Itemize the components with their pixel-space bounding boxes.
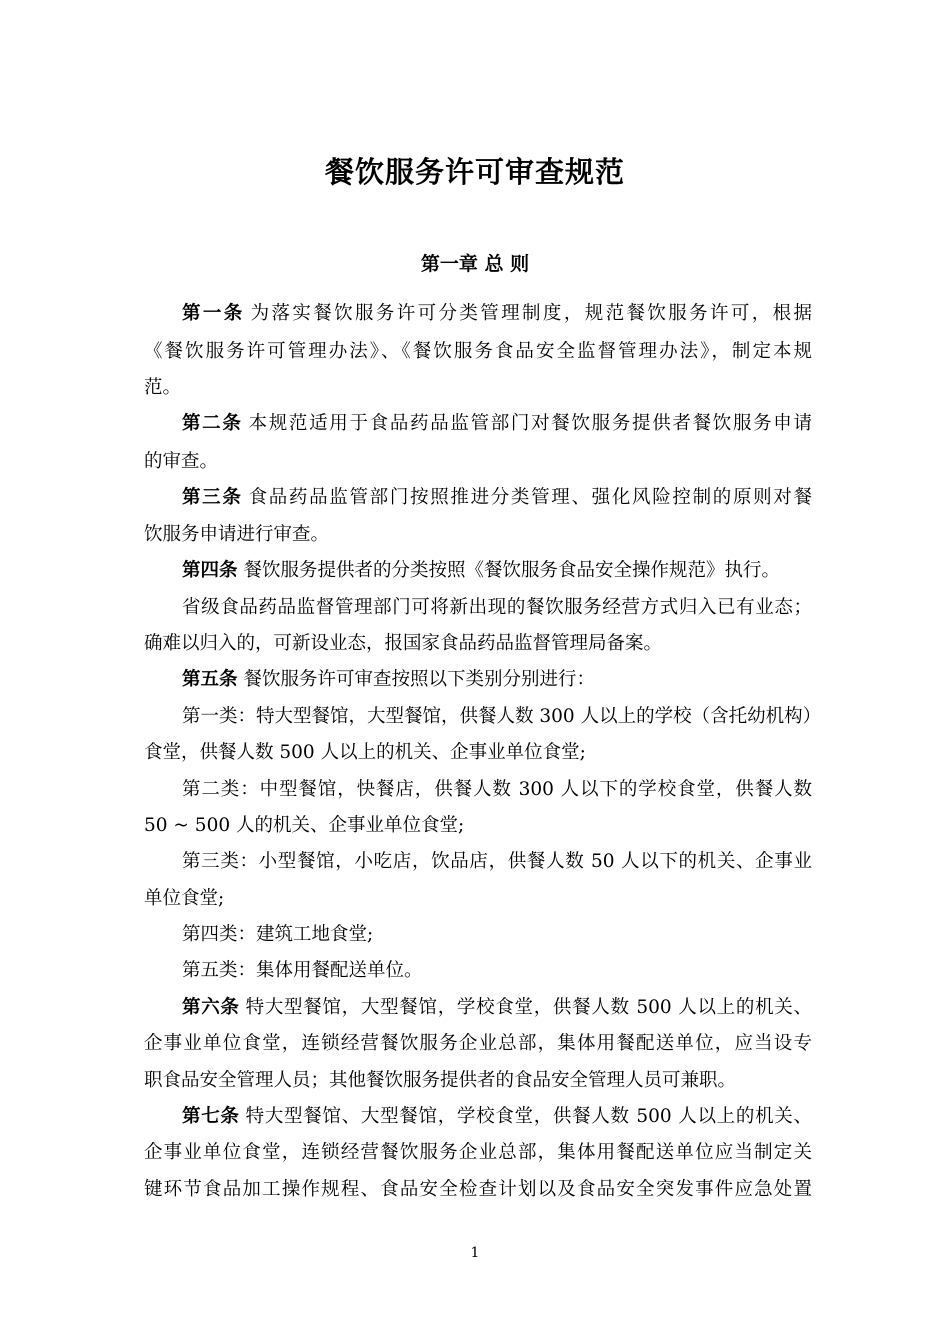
text-line [182,410,812,438]
article-label: 第六条 [182,997,240,1018]
text-line [144,1139,812,1167]
article-label: 第五条 [182,669,238,690]
text-line [182,776,812,804]
line-text: 本规范适用于食品药品监管部门对餐饮服务提供者餐饮服务申请 [248,413,812,434]
article-label: 第二条 [182,413,243,434]
article-label: 第四条 [182,560,238,581]
line-text: 第一类：特大型餐馆，大型餐馆，供餐人数 300 人以上的学校（含托幼机构） [182,706,822,727]
article-label: 第一条 [182,303,245,324]
text-line [182,666,812,694]
line-text: 职食品安全管理人员；其他餐饮服务提供者的食品安全管理人员可兼职。 [144,1070,737,1091]
line-text: 50 ~ 500 人的机关、企事业单位食堂; [144,815,465,836]
text-line [144,739,812,767]
page-number: 1 [470,1245,480,1261]
text-line [144,885,812,913]
line-text: 饮服务申请进行审查。 [144,524,330,545]
text-line [182,484,812,512]
line-text: 企事业单位食堂，连锁经营餐饮服务企业总部，集体用餐配送单位，应当设专 [144,1033,812,1054]
line-text: 《餐饮服务许可管理办法》、《餐饮服务食品安全监督管理办法》，制定本规 [144,341,812,362]
line-text: 省级食品药品监督管理部门可将新出现的餐饮服务经营方式归入已有业态； [182,597,812,618]
line-text: 第四类：建筑工地食堂; [182,924,374,945]
line-text: 食品药品监管部门按照推进分类管理、强化风险控制的原则对餐 [248,487,812,508]
text-line [144,1067,812,1095]
line-text: 确难以归入的，可新设业态，报国家食品药品监督管理局备案。 [144,633,663,654]
line-text: 第三类：小型餐馆，小吃店，饮品店，供餐人数 50 人以下的机关、企事业 [182,851,812,872]
line-text: 特大型餐馆、大型餐馆，学校食堂，供餐人数 500 人以上的机关、 [245,1106,812,1127]
text-line [144,338,812,366]
line-text: 餐饮服务提供者的分类按照《餐饮服务食品安全操作规范》执行。 [243,560,781,581]
line-text: 单位食堂; [144,888,225,909]
text-line [182,300,812,328]
line-text: 特大型餐馆，大型餐馆，学校食堂，供餐人数 500 人以上的机关、 [245,997,812,1018]
line-text: 食堂，供餐人数 500 人以上的机关、企事业单位食堂; [144,742,586,763]
text-line [182,1103,812,1131]
line-text: 第二类：中型餐馆，快餐店，供餐人数 300 人以下的学校食堂，供餐人数 [182,779,812,800]
line-text: 为落实餐饮服务许可分类管理制度，规范餐饮服务许可，根据 [250,303,812,324]
text-line [144,1030,812,1058]
chapter-heading: 第一章 总 则 [420,253,530,275]
text-line [144,448,812,476]
line-text: 第五类：集体用餐配送单位。 [182,960,423,981]
line-text: 的审查。 [144,451,219,472]
text-line [182,921,812,949]
line-text: 范。 [144,377,182,398]
text-line [144,374,812,402]
line-text: 企事业单位食堂，连锁经营餐饮服务企业总部，集体用餐配送单位应当制定关 [144,1142,812,1163]
article-label: 第七条 [182,1106,240,1127]
text-line [182,994,812,1022]
text-line [182,594,812,622]
text-line [182,848,812,876]
document-title: 餐饮服务许可审查规范 [324,155,625,189]
line-text: 键环节食品加工操作规程、食品安全检查计划以及食品安全突发事件应急处置 [144,1179,812,1200]
article-label: 第三条 [182,487,243,508]
text-line [144,1176,812,1204]
text-line [144,521,812,549]
text-line [144,812,812,840]
line-text: 餐饮服务许可审查按照以下类别分别进行： [243,669,596,690]
text-line [144,630,812,658]
text-line [182,957,812,985]
text-line [182,557,812,585]
text-line [182,703,822,731]
